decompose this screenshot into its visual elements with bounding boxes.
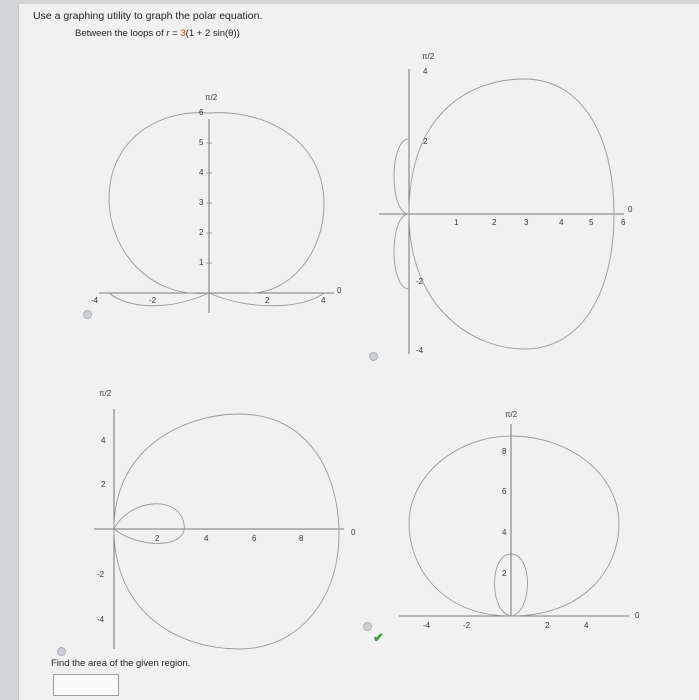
- graph-a-outer-loop: [109, 113, 324, 294]
- graph-b-xtick-4: 4: [559, 218, 564, 227]
- graph-a: [89, 89, 369, 314]
- graph-c-xtick-2: 2: [155, 534, 160, 543]
- graph-d-ytick-6: 6: [502, 487, 507, 496]
- choice-d-radio[interactable]: [363, 622, 372, 631]
- graph-c-outer-loop: [114, 414, 339, 649]
- graph-b-top-label: π/2: [422, 52, 435, 61]
- subtitle-eq: =: [169, 28, 181, 39]
- graph-b-ytick-n2: -2: [416, 277, 424, 286]
- graph-d-xtick-2: 2: [545, 621, 550, 630]
- graph-c-top-label: π/2: [99, 389, 112, 398]
- find-area-label: Find the area of the given region.: [51, 658, 191, 669]
- graph-d-ytick-2: 2: [502, 569, 507, 578]
- graph-a-ytick-5: 5: [199, 138, 204, 147]
- graph-b-xtick-5: 5: [589, 218, 594, 227]
- graph-b-xtick-2: 2: [492, 218, 497, 227]
- graph-b-right-label: 0: [628, 205, 633, 214]
- graph-c-xtick-6: 6: [252, 534, 257, 543]
- choice-a-radio[interactable]: [83, 310, 92, 319]
- graph-c-ytick-4: 4: [101, 436, 106, 445]
- graph-b-ytick-n4: -4: [416, 346, 424, 355]
- graph-b: [374, 49, 639, 359]
- graph-a-ytick-6: 6: [199, 108, 204, 117]
- graph-c-xtick-8: 8: [299, 534, 304, 543]
- graph-a-xtick-2: 2: [265, 296, 270, 305]
- graph-d-top-label: π/2: [505, 410, 518, 419]
- graph-d-xtick-n2: -2: [463, 621, 471, 630]
- graph-a-xtick-4: 4: [321, 296, 326, 305]
- graph-a-ytick-4: 4: [199, 168, 204, 177]
- question-panel: [18, 4, 699, 700]
- graph-b-xtick-3: 3: [524, 218, 529, 227]
- graph-b-inner-lower: [394, 214, 409, 289]
- graph-c: [89, 384, 369, 654]
- subtitle-coefficient: 3: [180, 28, 186, 39]
- subtitle-rest: (1 + 2 sin(θ)): [185, 28, 240, 39]
- graph-d-xtick-4: 4: [584, 621, 589, 630]
- graph-c-ytick-n2: -2: [97, 570, 105, 579]
- graph-a-top-label: π/2: [205, 93, 218, 102]
- graph-a-ytick-2: 2: [199, 228, 204, 237]
- graph-c-xtick-4: 4: [204, 534, 209, 543]
- graph-d-right-label: 0: [635, 611, 640, 620]
- subtitle-r: r: [166, 28, 170, 39]
- graph-d-xtick-n4: -4: [423, 621, 431, 630]
- graph-b-inner-upper: [394, 139, 409, 214]
- graph-a-inner-loop: [109, 293, 324, 306]
- graph-d-ytick-8: 8: [502, 447, 507, 456]
- graph-d: [379, 404, 649, 634]
- subtitle-prefix: Between the loops of: [75, 28, 167, 39]
- choice-c-radio[interactable]: [57, 647, 66, 656]
- question-subtitle: [75, 28, 240, 39]
- graph-c-right-label: 0: [351, 528, 356, 537]
- graph-b-xtick-6: 6: [621, 218, 626, 227]
- graph-b-xtick-1: 1: [454, 218, 459, 227]
- graph-b-ytick-4: 4: [423, 67, 428, 76]
- graph-c-ytick-2: 2: [101, 480, 106, 489]
- correct-check-icon: ✔: [373, 630, 384, 645]
- question-title: Use a graphing utility to graph the polar equation.: [33, 10, 263, 22]
- choice-b-radio[interactable]: [369, 352, 378, 361]
- graph-a-xtick-n2: -2: [149, 296, 157, 305]
- graph-a-right-label: 0: [337, 286, 342, 295]
- graph-d-ytick-4: 4: [502, 528, 507, 537]
- graph-a-ytick-3: 3: [199, 198, 204, 207]
- area-answer-input[interactable]: [53, 674, 119, 696]
- graph-b-ytick-2: 2: [423, 137, 428, 146]
- graph-a-xtick-n4: -4: [91, 296, 99, 305]
- graph-a-ytick-1: 1: [199, 258, 204, 267]
- graph-d-outer-loop: [409, 436, 619, 616]
- graph-c-ytick-n4: -4: [97, 615, 105, 624]
- graph-c-inner-loop: [114, 504, 184, 544]
